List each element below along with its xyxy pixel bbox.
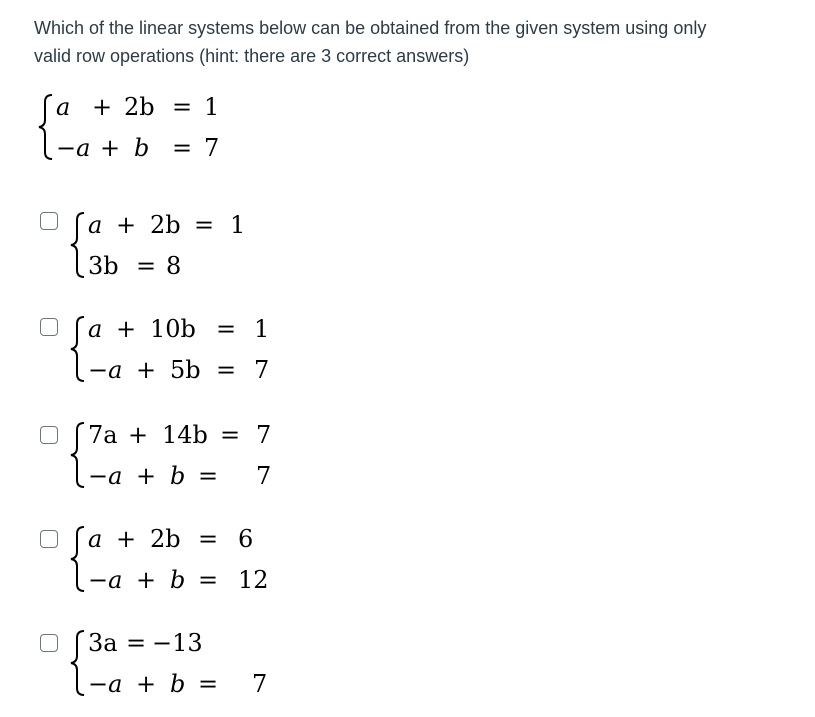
term-a: −a xyxy=(88,356,123,384)
equals-sign: = xyxy=(198,566,219,594)
term-a: a xyxy=(56,93,71,121)
rhs-value: 7 xyxy=(204,134,220,162)
term-b: b xyxy=(170,566,186,594)
option-1-checkbox[interactable] xyxy=(40,212,58,230)
option-3-checkbox[interactable] xyxy=(40,426,58,444)
left-brace-icon xyxy=(68,210,88,280)
term-a: 3b xyxy=(88,252,119,280)
rhs-value: 1 xyxy=(204,93,220,121)
plus-sign: + xyxy=(100,134,121,162)
rhs-value: 6 xyxy=(238,525,254,553)
term-b: 14b xyxy=(162,421,208,449)
plus-sign: + xyxy=(116,315,137,343)
term-b: 5b xyxy=(170,356,201,384)
rhs-value: 7 xyxy=(254,356,270,384)
term-a: −a xyxy=(56,134,91,162)
equals-sign: = xyxy=(198,670,219,698)
plus-sign: + xyxy=(92,93,113,121)
term-a: −a xyxy=(88,566,123,594)
plus-sign: + xyxy=(116,211,137,239)
plus-sign: + xyxy=(116,525,137,553)
term-a: a xyxy=(88,211,103,239)
rhs-value: 7 xyxy=(256,462,272,490)
option-4-checkbox[interactable] xyxy=(40,530,58,548)
question-text xyxy=(34,14,794,70)
left-brace-icon xyxy=(68,314,88,384)
term-b: b xyxy=(134,134,150,162)
question-line-1: Which of the linear systems below can be obtained from the given system using only xyxy=(34,18,707,38)
term-b: 2b xyxy=(150,211,181,239)
rhs-value: 1 xyxy=(254,315,270,343)
option-5-checkbox[interactable] xyxy=(40,634,58,652)
plus-sign: + xyxy=(136,670,157,698)
term-b: b xyxy=(170,670,186,698)
term-b: b xyxy=(170,462,186,490)
term-b: 2b xyxy=(124,93,155,121)
equals-sign: = xyxy=(216,356,237,384)
term-a: a xyxy=(88,525,103,553)
plus-sign: + xyxy=(136,566,157,594)
plus-sign: + xyxy=(136,462,157,490)
plus-sign: + xyxy=(136,356,157,384)
term-a: 7a xyxy=(88,421,118,449)
rhs-value: 8 xyxy=(166,252,182,280)
rhs-value: 1 xyxy=(230,211,246,239)
rhs-value: 7 xyxy=(252,670,268,698)
left-brace-icon xyxy=(68,628,88,698)
equals-sign: = xyxy=(194,211,215,239)
rhs-value: −13 xyxy=(152,629,203,657)
term-a: −a xyxy=(88,462,123,490)
option-2-checkbox[interactable] xyxy=(40,318,58,336)
rhs-value: 12 xyxy=(238,566,269,594)
equals-sign: = xyxy=(136,252,157,280)
term-a: a xyxy=(88,315,103,343)
left-brace-icon xyxy=(68,524,88,594)
equals-sign: = xyxy=(172,134,193,162)
term-b: 10b xyxy=(150,315,196,343)
question-line-2: valid row operations (hint: there are 3 correct answers) xyxy=(34,46,470,66)
term-b: 2b xyxy=(150,525,181,553)
equals-sign: = xyxy=(126,629,147,657)
left-brace-icon xyxy=(68,420,88,490)
equals-sign: = xyxy=(216,315,237,343)
term-a: −a xyxy=(88,670,123,698)
equals-sign: = xyxy=(172,93,193,121)
left-brace-icon xyxy=(36,92,56,162)
term-a: 3a xyxy=(88,629,118,657)
equals-sign: = xyxy=(198,462,219,490)
equals-sign: = xyxy=(220,421,241,449)
equals-sign: = xyxy=(198,525,219,553)
plus-sign: + xyxy=(128,421,149,449)
rhs-value: 7 xyxy=(256,421,272,449)
